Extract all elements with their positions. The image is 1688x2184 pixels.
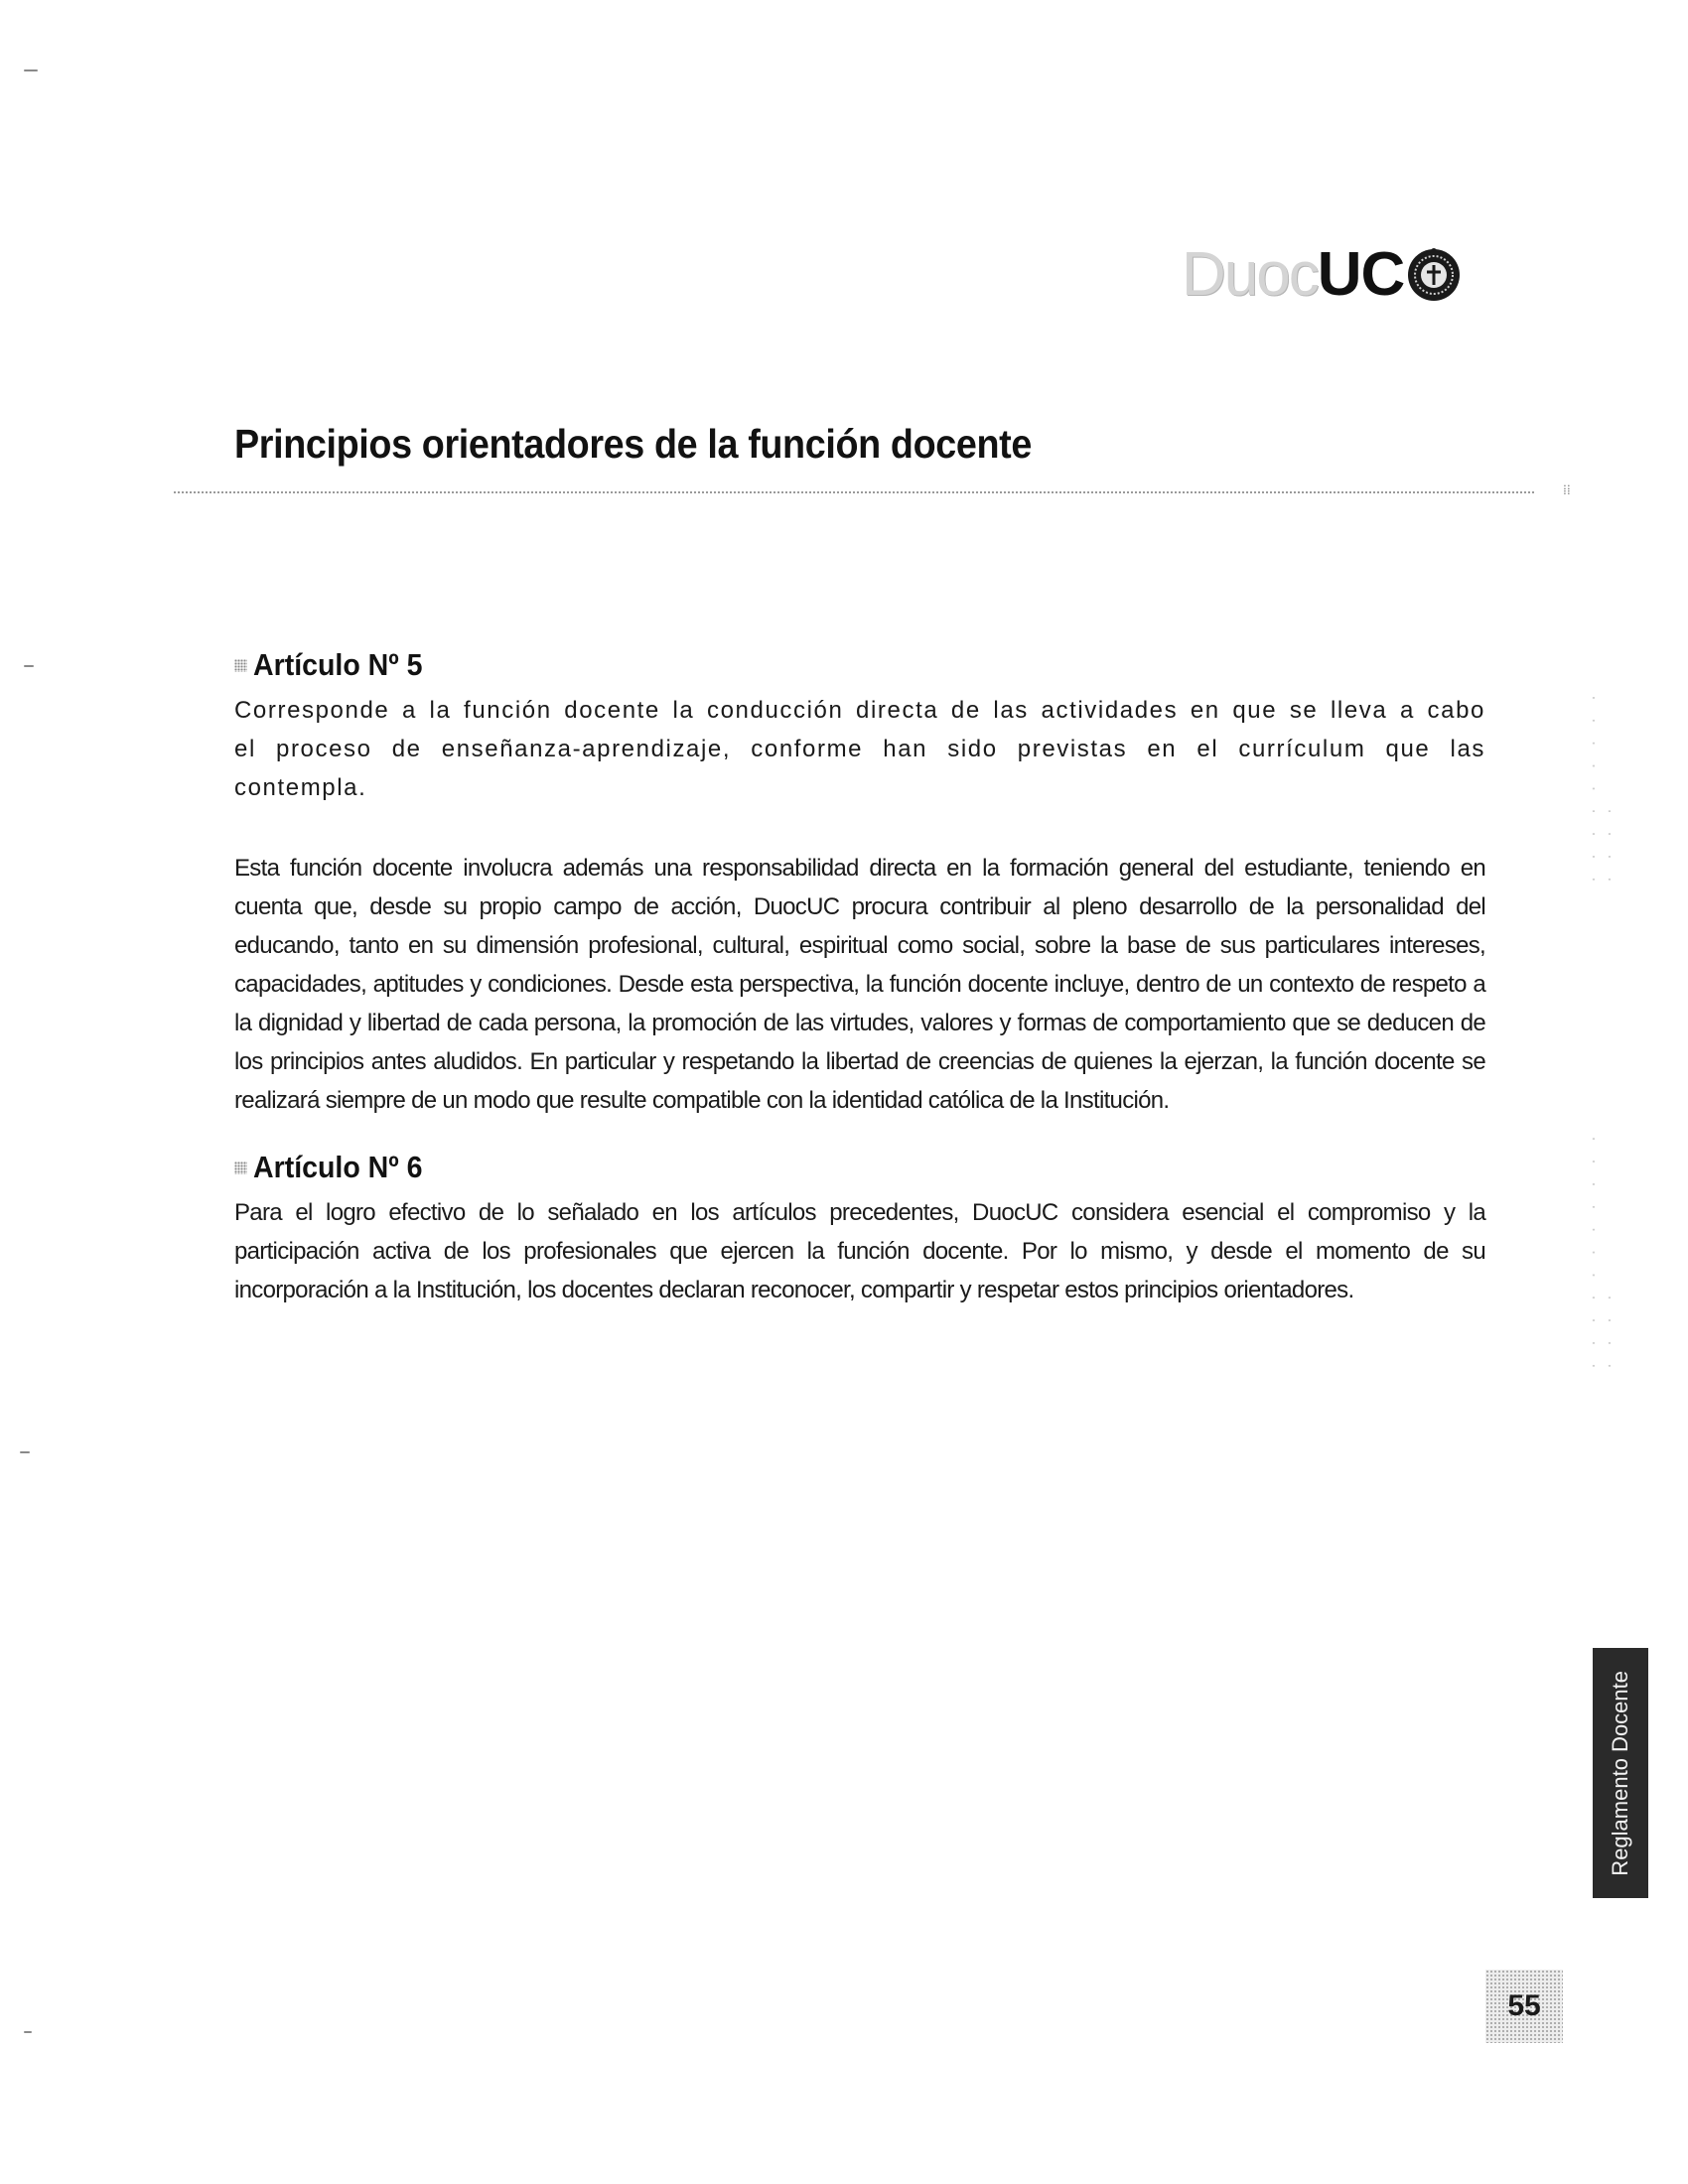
page-title: Principios orientadores de la función docente [234,421,1032,467]
page-number: 55 [1485,1970,1563,2043]
scan-speck [24,69,38,71]
logo-text-duoc: Duoc [1182,240,1318,309]
side-faint-marks: · · · · · · · · · · · · · [1587,690,1618,884]
university-seal-icon [1406,247,1462,303]
article-title: Artículo Nº 5 [253,647,423,682]
article-heading [234,1150,1485,1185]
article-paragraph: Corresponde a la función docente la conducción directa de las actividades en que se lleva a cabo el proceso de enseñanza-aprendizaje, conforme han sido previstas en el currículum que las contempla. [234,697,1485,801]
article-heading [234,647,1485,683]
bullet-square-icon [234,659,247,672]
duocuc-logo [1182,230,1499,320]
title-divider [174,491,1534,493]
article-paragraph: Esta función docente involucra además una responsabilidad directa en la formación general del estudiante, teniendo en cuenta que, desde su propio campo de acción, DuocUC procura contribuir al pleno desarrollo de la personalidad del educando, tanto en su dimensión profesional, cultural, espiritual como social, sobre la base de sus particulares intereses, capacidades, aptitudes y condiciones. Desde esta perspectiva, la función docente incluye, dentro de un contexto de respeto a la dignidad y libertad de cada persona, la promoción de las virtudes, valores y formas de comportamiento que se deducen de los principios antes aludidos. En particular y respetando la libertad de creencias de quienes la ejerzan, la función docente se realizará siempre de un modo que resulte compatible con la identidad católica de la Institución. [234,855,1485,1114]
scan-speck [20,1451,30,1453]
article-5 [234,647,1485,1120]
divider-end-mark: ⁞⁞ [1563,482,1571,498]
scan-speck [24,665,34,667]
side-tab-label: Reglamento Docente [1608,1670,1632,1876]
section-side-tab [1593,1648,1648,1898]
article-6 [234,1150,1485,1309]
scan-speck [24,2031,32,2033]
bullet-square-icon [234,1161,247,1174]
logo-text-uc: UC [1317,240,1405,309]
side-faint-marks: · · · · · · · · · · · · · · · [1587,1131,1618,1370]
article-paragraph: Para el logro efectivo de lo señalado en los artículos precedentes, DuocUC considera esencial el compromiso y la participación activa de los profesionales que ejercen la función docente. Por lo mismo, y desde el momento de su incorporación a la Institución, los docentes declaran reconocer, compartir y respetar estos principios orientadores. [234,1199,1485,1303]
article-title: Artículo Nº 6 [253,1150,423,1184]
